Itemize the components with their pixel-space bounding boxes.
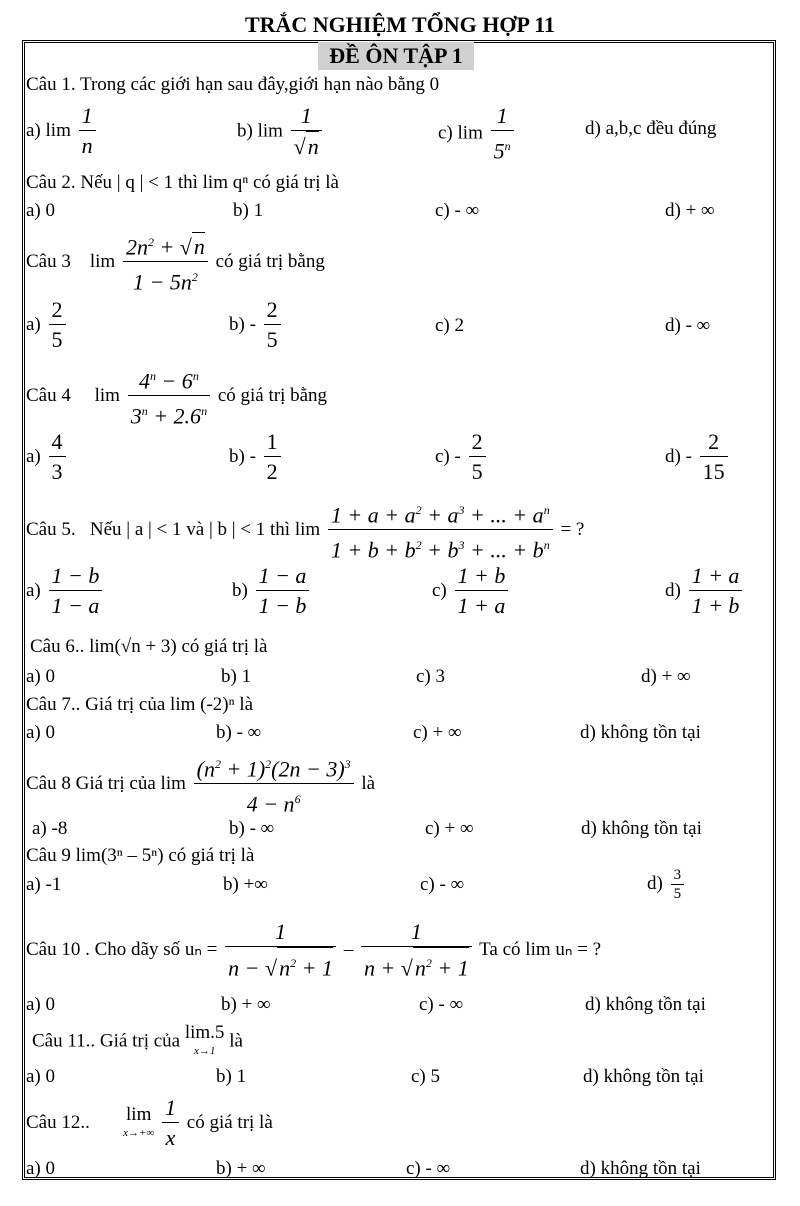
q5-option-a: a) $\frac{1 - b}{1 - a}$ — [26, 562, 105, 621]
q12-option-b: b) + ∞ — [216, 1158, 266, 1179]
q10-option-b: b) + ∞ — [221, 994, 271, 1015]
question-11: Câu 11.. Giá trị của lim.5 x→1 là — [32, 1022, 243, 1057]
q2-option-c: c) - ∞ — [435, 200, 480, 221]
question-4: Câu 4 lim $\frac{4^n - 6^n}{3^n + 2.6^n}$ có giá trị bằng — [26, 362, 327, 432]
q6-option-d: d) + ∞ — [641, 666, 691, 687]
q8-option-b: b) - ∞ — [229, 818, 275, 839]
question-10: Câu 10 . Cho dãy số uₙ = $\frac{1}{n - √n^2 + 1}$ – $\frac{1}{n + √n^2 + 1}$ Ta có lim uₙ = ? — [26, 918, 601, 983]
document-title: TRẮC NGHIỆM TỔNG HỢP 11 — [244, 12, 556, 37]
q1-option-b: b) lim $\frac{1}{√n}$ — [237, 102, 325, 162]
question-7: Câu 7.. Giá trị của lim (-2)ⁿ là — [26, 694, 254, 715]
q5-option-c: c) $\frac{1 + b}{1 + a}$ — [432, 562, 511, 621]
q2-option-b: b) 1 — [233, 200, 264, 221]
q9-option-d: d) $\frac{3}{5}$ — [647, 866, 687, 903]
q5-option-b: b) $\frac{1 - a}{1 - b}$ — [232, 562, 312, 621]
q12-option-d: d) không tồn tại — [580, 1158, 701, 1179]
q9-option-c: c) - ∞ — [420, 874, 465, 895]
question-6: Câu 6.. lim(√n + 3) có giá trị là — [30, 636, 268, 657]
question-1 — [26, 74, 439, 96]
question-8: Câu 8 Giá trị của lim $\frac{(n^2 + 1)^2(2n - 3)^3}{4 - n^6}$ là — [26, 750, 375, 820]
q6-option-a: a) 0 — [26, 666, 56, 687]
q12-option-c: c) - ∞ — [406, 1158, 451, 1179]
q3-option-d: d) - ∞ — [665, 315, 711, 336]
exam-subtitle: ĐỀ ÔN TẬP 1 — [318, 42, 474, 70]
q1-option-a: a) lim $\frac{1}{n}$ — [26, 102, 99, 161]
q9-option-a: a) -1 — [26, 874, 62, 895]
q3-option-c: c) 2 — [435, 315, 465, 336]
q3-option-a: a) $\frac{2}{5}$ — [26, 296, 69, 355]
q4-option-b: b) - $\frac{1}{2}$ — [229, 428, 284, 487]
q11-option-a: a) 0 — [26, 1066, 56, 1087]
q9-option-b: b) +∞ — [223, 874, 268, 895]
question-5: Câu 5. Nếu | a | < 1 và | b | < 1 thì lim $\frac{1 + a + a^2 + a^3 + ... + a^n}{1 + b + b^2 + b^3 + ... + b^n}$ = ? — [26, 496, 584, 566]
question-1-label: Câu 1. — [26, 74, 76, 95]
question-3: Câu 3 lim $\frac{2n^2 + √n}{1 - 5n^2}$ có giá trị bằng — [26, 228, 325, 298]
question-1-text: Trong các giới hạn sau đây,giới hạn nào bằng 0 — [80, 74, 440, 95]
q2-option-d: d) + ∞ — [665, 200, 715, 221]
q4-option-a: a) $\frac{4}{3}$ — [26, 428, 69, 487]
q5-option-d: d) $\frac{1 + a}{1 + b}$ — [665, 562, 745, 621]
q1-option-d: d) a,b,c đều đúng — [585, 118, 717, 139]
q6-option-c: c) 3 — [416, 666, 446, 687]
q4-option-c: c) - $\frac{2}{5}$ — [435, 428, 489, 487]
q2-option-a: a) 0 — [26, 200, 56, 221]
q8-option-a: a) -8 — [32, 818, 68, 839]
q4-option-d: d) - $\frac{2}{15}$ — [665, 428, 731, 487]
q11-option-c: c) 5 — [411, 1066, 441, 1087]
q10-option-d: d) không tồn tại — [585, 994, 706, 1015]
q11-option-b: b) 1 — [216, 1066, 247, 1087]
q8-option-d: d) không tồn tại — [581, 818, 702, 839]
q7-option-c: c) + ∞ — [413, 722, 462, 743]
q7-option-a: a) 0 — [26, 722, 56, 743]
q8-option-c: c) + ∞ — [425, 818, 474, 839]
q7-option-b: b) - ∞ — [216, 722, 262, 743]
q10-option-a: a) 0 — [26, 994, 56, 1015]
question-9: Câu 9 lim(3ⁿ – 5ⁿ) có giá trị là — [26, 845, 255, 866]
q1-option-c: c) lim $\frac{1}{5^n}$ — [438, 102, 517, 166]
q6-option-b: b) 1 — [221, 666, 252, 687]
q3-option-b: b) - $\frac{2}{5}$ — [229, 296, 284, 355]
question-12: Câu 12.. lim x→+∞ $\frac{1}{x}$ có giá trị là — [26, 1095, 273, 1150]
q7-option-d: d) không tồn tại — [580, 722, 701, 743]
question-2: Câu 2. Nếu | q | < 1 thì lim qⁿ có giá trị là — [26, 172, 339, 193]
q12-option-a: a) 0 — [26, 1158, 56, 1179]
q10-option-c: c) - ∞ — [419, 994, 464, 1015]
q11-option-d: d) không tồn tại — [583, 1066, 704, 1087]
